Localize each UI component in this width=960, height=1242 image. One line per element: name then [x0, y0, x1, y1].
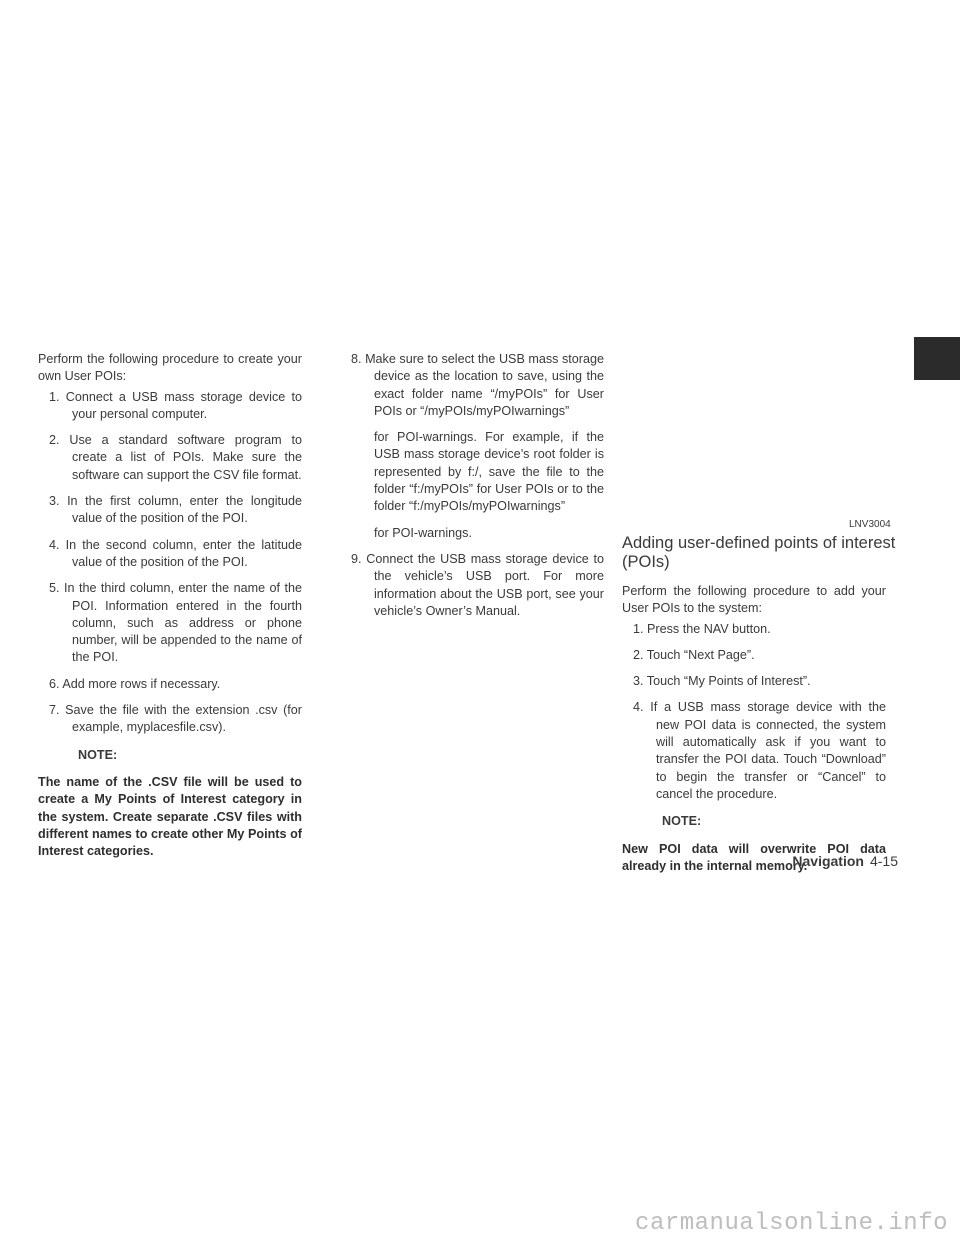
note-text: New POI data will overwrite POI data already in the internal memory. [622, 841, 886, 873]
list-item: 2. Use a standard software program to create a list of POIs. Make sure the software can support the CSV file format. [49, 433, 303, 482]
figure-label: LNV3004 [849, 519, 891, 530]
list-item: 3. In the first column, enter the longitude value of the position of the POI. [49, 494, 303, 526]
list-item: 9. Connect the USB mass storage device to the vehicle’s USB port. For more information about the USB port, see your vehicle’s Owner’s Manual. [351, 551, 605, 618]
list-item: 3. Touch “My Points of Interest”. [633, 674, 811, 689]
page-footer [792, 853, 898, 870]
section-intro: Perform the following procedure to add your User POIs to the system: [622, 584, 886, 616]
note-heading: NOTE: [78, 747, 118, 762]
intro-paragraph: Perform the following procedure to create your own User POIs: [38, 352, 302, 384]
middle-column [340, 351, 604, 629]
list-item: 7. Save the file with the extension .csv (for example, myplacesfile.csv). [49, 703, 302, 735]
left-column [38, 351, 302, 860]
list-item: 2. Touch “Next Page”. [633, 647, 755, 662]
list-item: 5. In the third column, enter the name of the POI. Information entered in the fourth column, such as address or phone number, will be appended to the name of the POI. [49, 581, 303, 665]
list-item-continuation: for POI-warnings. For example, if the USB mass storage device’s root folder is represented by f:/, save the file to the folder “f:/myPOIs” for User POIs or to the folder “f:/myPOIs/myPOIwarnings” [374, 430, 604, 514]
page-number: 4-15 [869, 853, 898, 869]
list-item: 8. Make sure to select the USB mass storage device as the location to save, using the exact folder name “/myPOIs” for User POIs or “/myPOIs/myPOIwarnings” [351, 352, 605, 418]
list-item: 1. Connect a USB mass storage device to your personal computer. [49, 389, 302, 421]
section-heading: Adding user-defined points of interest (POIs) [622, 534, 896, 571]
list-item: 1. Press the NAV button. [633, 621, 771, 636]
right-column [622, 583, 886, 875]
footer-section-name: Navigation [792, 853, 864, 869]
list-item: 4. If a USB mass storage device with the new POI data is connected, the system will automatically ask if you want to transfer the POI data. Touch “Download” to begin the transfer or “Cancel” to cancel the procedure. [633, 700, 887, 801]
watermark: carmanualsonline.info [635, 1210, 948, 1237]
list-item: 4. In the second column, enter the latitude value of the position of the POI. [49, 537, 302, 569]
note-heading: NOTE: [662, 814, 702, 829]
list-item-continuation: for POI-warnings. [374, 525, 472, 540]
list-item: 6. Add more rows if necessary. [49, 676, 221, 691]
chapter-tab-marker [914, 337, 960, 380]
note-text: The name of the .CSV file will be used to create a My Points of Interest category in the system. Create separate .CSV files with different names to create other My Points of Interest categories. [38, 774, 302, 859]
